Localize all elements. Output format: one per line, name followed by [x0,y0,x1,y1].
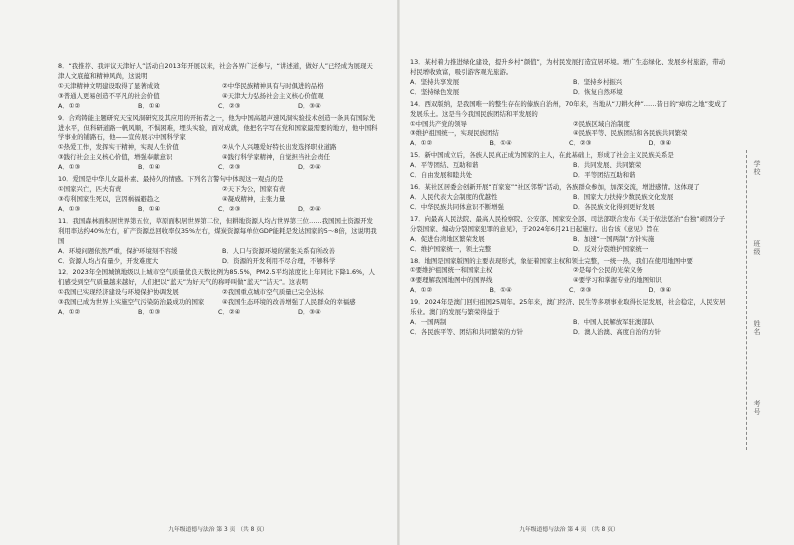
option: A．平等团结、互助和谐 [410,161,479,170]
option: C．维护国家统一，领土完整 [410,244,492,253]
option: B．共同发展、共同繁荣 [573,161,642,170]
option: D．恢复自然环境 [573,87,623,96]
option: ②是每个公民的光荣义务 [573,266,643,275]
binding-label: 班级 [753,240,761,256]
option: B．坚持乡村振兴 [573,77,623,86]
answer-choice: D．③④ [648,286,672,295]
question-stem: 18．地图是国家版图的主要表现形式，象征着国家主权和领土完整，一统一热，我们在使用地图中要 [410,256,693,265]
answer-choices [58,102,378,112]
option: C．资源人均占有量少，开发难度大 [58,256,159,265]
right-footer: 九年级道德与法治 第 4 页 （共 8 页） [519,527,619,534]
option: D．平等团结互助和谐 [573,171,636,180]
option-list [410,120,728,140]
right-questions [410,58,728,340]
option-list [410,193,728,213]
answer-choice: A．①③ [58,204,81,213]
answer-choice: D．③④ [298,101,321,110]
binding-label: 考号 [753,400,761,416]
answer-choices [410,286,728,296]
question-stem: 16．某社区居委会创新开展“百家宴”“社区邻帮”活动，各族群众参加，加深交流，增进感情。这体现了 [410,183,700,192]
page-fold [397,0,400,545]
option: A．环境问题依然严重，保护环境刻不容缓 [58,246,178,255]
option: B．人口与资源环境的紧张关系有所改善 [222,246,336,255]
option: D．反对分裂维护国家统一 [573,244,649,253]
question [58,268,378,318]
answer-choice: C．②④ [218,308,241,317]
binding-label: 姓名 [753,320,761,336]
answer-choice: D．③④ [298,308,321,317]
option: ③维护祖国统一，实现民族团结 [410,129,499,138]
dashed-cut-line [746,150,747,450]
answer-choice: B．①④ [138,163,161,172]
option: ①中国共产党的领导 [410,119,467,128]
question-stem: 9．合鸡铸能主题研究天宝风洞研究及其应用的开拓者之一，他为中国高超声速风洞实验技术创造一条具有国际先进水平，但科研道路一帆风顺，不惧困难，埋头实验，面对成就，他把名字写在党和国家最需要的地方，他中国科学事业的铺路石，他——宣传展示中国科学家 [58,113,378,142]
answer-choices [58,205,378,215]
answer-choice: B．①④ [489,139,512,148]
option-list [58,247,378,267]
option: ②中华民族精神具有与时俱进的品格 [222,81,324,90]
option: ④践行科学家精神，自觉担当社会责任 [222,153,330,162]
option: D．资源的开发利用不尽合理，不够科学 [222,256,336,265]
answer-choice: C．②③ [218,163,241,172]
answer-choice: A．①② [58,308,81,317]
option: ①我国已实现经济建设与环境保护协调发展 [58,288,179,297]
question-stem: 13．某村着力推进绿化建设，提升乡村“颜值”，为村民发展打造宜居环境。增广生态绿化、发展乡村旅游，带动村民增收致富，吸引游客观光旅游。 [410,58,726,76]
option: ②天下为公，国家有责 [222,185,286,194]
question [410,151,728,181]
option: A．促进台湾地区繁荣发展 [410,234,485,243]
binding-label: 学校 [753,160,761,176]
option-list [58,288,378,308]
question [410,100,728,150]
answer-choice: B．①④ [138,204,161,213]
option: ②民族区域自治制度 [573,119,630,128]
option: ①要维护祖国统一和国家主权 [410,266,493,275]
answer-choices [410,139,728,149]
option: ①热爱工作，发挥实干精神，实现人生价值 [58,143,179,152]
option: A．坚持共享发展 [410,77,460,86]
option: C．自由发展和睦共处 [410,171,472,180]
answer-choice: D．②④ [298,163,321,172]
option: D．各民族文化得到更好发展 [573,202,655,211]
question-stem: 10．爱国是中华儿女最朴素、最持久的情感。下列名言警句中体现这一观点的是 [58,175,284,184]
question [58,62,378,112]
option: ④我国生态环境的改善增强了人民群众的幸福感 [222,298,356,307]
option: ③践行社会主义核心价值，增强奉献意识 [58,153,173,162]
left-questions [58,62,378,320]
question [410,215,728,255]
question-stem: 12．2023年全国城镇地级以上城市空气质量优良天数比例为85.5%，PM2.5平均浓度比上年同比下降1.6%，人们感受到空气质量越来越好，人们把以“蓝天”为好天气的称呼叫做“蓝天”“洁天”。这表明 [58,268,375,287]
answer-choice: C．②③ [569,139,592,148]
question [410,257,728,297]
answer-choice: B．①③ [138,308,161,317]
option-list [410,78,728,98]
question-stem: 15．新中国成立后，各族人民真正成为国家的主人，在此基础上，形成了社会主义民族关系是 [410,151,674,160]
answer-choice: C．②③ [218,204,241,213]
question [410,58,728,98]
option-list [410,235,728,255]
answer-choices [58,163,378,173]
answer-choice: B．①④ [138,101,161,110]
option: ①国家兴亡，匹夫有责 [58,185,122,194]
option: ④凝成精神，主张力量 [222,194,286,203]
question-stem: 11．我国森林面积居世界第五位，草原面积居世界第二位，但耕地资源人均占世界第三位……我国国土资源开发利用率达约40%左右，矿产资源总回收率仅35%左右，煤炭资源每单位GDP能耗是发达国家的5～8倍，这说明我国 [58,216,377,245]
option: D．澳人治澳、高度自治的方针 [573,327,661,336]
answer-choices [58,308,378,318]
option: C．中华民族共同体意识不断增强 [410,202,504,211]
page-right [410,0,728,545]
option-list [58,185,378,205]
left-footer: 九年级道德与法治 第 3 页 （共 8 页） [168,527,268,534]
option: ③普通人更易创造不平凡的社会价值 [58,91,160,100]
binding-line [732,150,762,450]
question [410,183,728,213]
answer-choice: C．②③ [569,286,592,295]
question-stem: 8．“我推荐、我评议天津好人”活动自2013年开展以来，社会各界广泛参与，“讲述道，做好人”已经成为展现天津人文底蕴和精神风尚，这说明 [58,62,373,80]
answer-choice: D．②④ [298,204,321,213]
answer-choice: A．①② [58,101,81,110]
option-list [410,266,728,286]
option: ④民族平等、民族团结和各民族共同繁荣 [573,129,688,138]
option: C．坚持绿色发展 [410,87,460,96]
option: ④要学习和掌握专业的地图知识 [573,276,662,285]
option: B．中国人民解放军驻澳部队 [573,318,655,327]
option: B．加速“一国两制”方针实施 [573,234,655,243]
answer-choice: B．①④ [489,286,512,295]
question-stem: 19．2024年是澳门回归祖国25周年。25年来，澳门经济、民生等多项事业取得长足发展，社会稳定，人民安居乐业。澳门的发展与繁荣得益于 [410,298,726,317]
answer-choice: A．①② [410,286,433,295]
page-left [58,0,378,545]
option: ④天津大力弘扬社会主义核心价值观 [222,91,324,100]
option: ③苟利国家生死以，岂因祸福避趋之 [58,194,160,203]
option: A．一国两制 [410,318,447,327]
option-list [58,143,378,163]
question-stem: 17．向最高人民法院、最高人民检察院、公安部、国家安全部、司法部联合发布《关于依法惩治“台独”顽固分子分裂国家、煽动分裂国家犯罪的意见》，于2024年6月21日起施行。出台该《意见》旨在 [410,214,726,233]
option: ③我国已成为世界上实施空气污染防治最成功的国家 [58,298,205,307]
question [410,298,728,338]
option: ②从个人兴趣爱好特长出发选择职业道路 [222,143,337,152]
answer-choice: D．③④ [648,139,672,148]
question-stem: 14．西双版纳，是我国唯一的整生存在的傣族自治州，70年来，当地从“刀耕火种”……昔日的“瘴疠之地”变成了发展乐土。这是当今我国民族团结和平发展的 [410,99,728,118]
option: A．人民代表大会制度的优越性 [410,192,498,201]
question [58,217,378,267]
answer-choice: C．②③ [218,101,241,110]
option: ①天津精神文明建设取得了显著成效 [58,81,160,90]
option: ③要理解我国地图中的国界线 [410,276,493,285]
answer-choice: A．①③ [58,163,81,172]
question [58,114,378,174]
answer-choice: A．①② [410,139,433,148]
question [58,175,378,215]
option-list [410,318,728,338]
option: ②我国重点城市空气质量已完全达标 [222,288,324,297]
option-list [410,161,728,181]
option-list [58,82,378,102]
option: C．各民族平等、团结和共同繁荣的方针 [410,327,524,336]
option: B．国家大力扶持少数民族文化发展 [573,192,674,201]
